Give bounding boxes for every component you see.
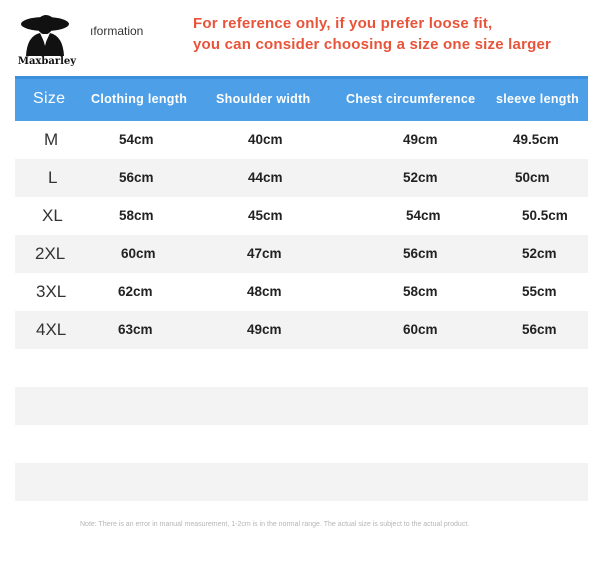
sleeve-cell: 55cm: [522, 284, 557, 299]
size-cell: XL: [42, 206, 63, 225]
size-cell: 2XL: [35, 244, 66, 263]
table-row: [15, 197, 588, 235]
header-chest-circumference: Chest circumference: [346, 92, 476, 106]
notice-line-1: For reference only, if you prefer loose fit,: [193, 15, 493, 32]
chest-cell: 56cm: [403, 246, 438, 261]
header-size: Size: [33, 90, 66, 107]
length-cell: 62cm: [118, 284, 153, 299]
chest-cell: 49cm: [403, 132, 438, 147]
table-row: [15, 159, 588, 197]
length-cell: 54cm: [119, 132, 154, 147]
size-cell: L: [48, 168, 58, 187]
shoulder-cell: 44cm: [248, 170, 283, 185]
info-label: ıformation: [90, 24, 144, 38]
header-shoulder-width: Shoulder width: [216, 92, 311, 106]
chest-cell: 60cm: [403, 322, 438, 337]
empty-row: [15, 349, 588, 387]
sleeve-cell: 56cm: [522, 322, 557, 337]
size-cell: M: [44, 130, 59, 149]
sleeve-cell: 52cm: [522, 246, 557, 261]
empty-row: [15, 425, 588, 463]
length-cell: 63cm: [118, 322, 153, 337]
chest-cell: 58cm: [403, 284, 438, 299]
table-header: [15, 76, 588, 121]
empty-row: [15, 463, 588, 501]
length-cell: 60cm: [121, 246, 156, 261]
measurement-note: Note: There is an error in manual measurement, 1-2cm is in the normal range. The actual size is subject to the actual product.: [80, 521, 470, 528]
table-row: [15, 121, 588, 159]
hat-figure-icon: [12, 6, 82, 56]
brand-logo: [12, 6, 82, 72]
brand-name: Maxbarley: [17, 56, 77, 67]
table-row: [15, 273, 588, 311]
sleeve-cell: 49.5cm: [513, 132, 559, 147]
chest-cell: 52cm: [403, 170, 438, 185]
header-clothing-length: Clothing length: [91, 92, 188, 106]
sleeve-cell: 50cm: [515, 170, 550, 185]
header-sleeve-length: sleeve length: [496, 92, 580, 106]
shoulder-cell: 40cm: [248, 132, 283, 147]
size-cell: 3XL: [36, 282, 67, 301]
size-chart-table: [15, 76, 588, 501]
table-row: [15, 311, 588, 349]
chest-cell: 54cm: [406, 208, 441, 223]
table-row: [15, 235, 588, 273]
notice-line-2: you can consider choosing a size one size larger: [193, 36, 552, 53]
empty-row: [15, 387, 588, 425]
length-cell: 58cm: [119, 208, 154, 223]
length-cell: 56cm: [119, 170, 154, 185]
size-cell: 4XL: [36, 320, 67, 339]
sleeve-cell: 50.5cm: [522, 208, 568, 223]
reference-notice: [193, 13, 551, 55]
shoulder-cell: 48cm: [247, 284, 282, 299]
shoulder-cell: 45cm: [248, 208, 283, 223]
shoulder-cell: 49cm: [247, 322, 282, 337]
shoulder-cell: 47cm: [247, 246, 282, 261]
